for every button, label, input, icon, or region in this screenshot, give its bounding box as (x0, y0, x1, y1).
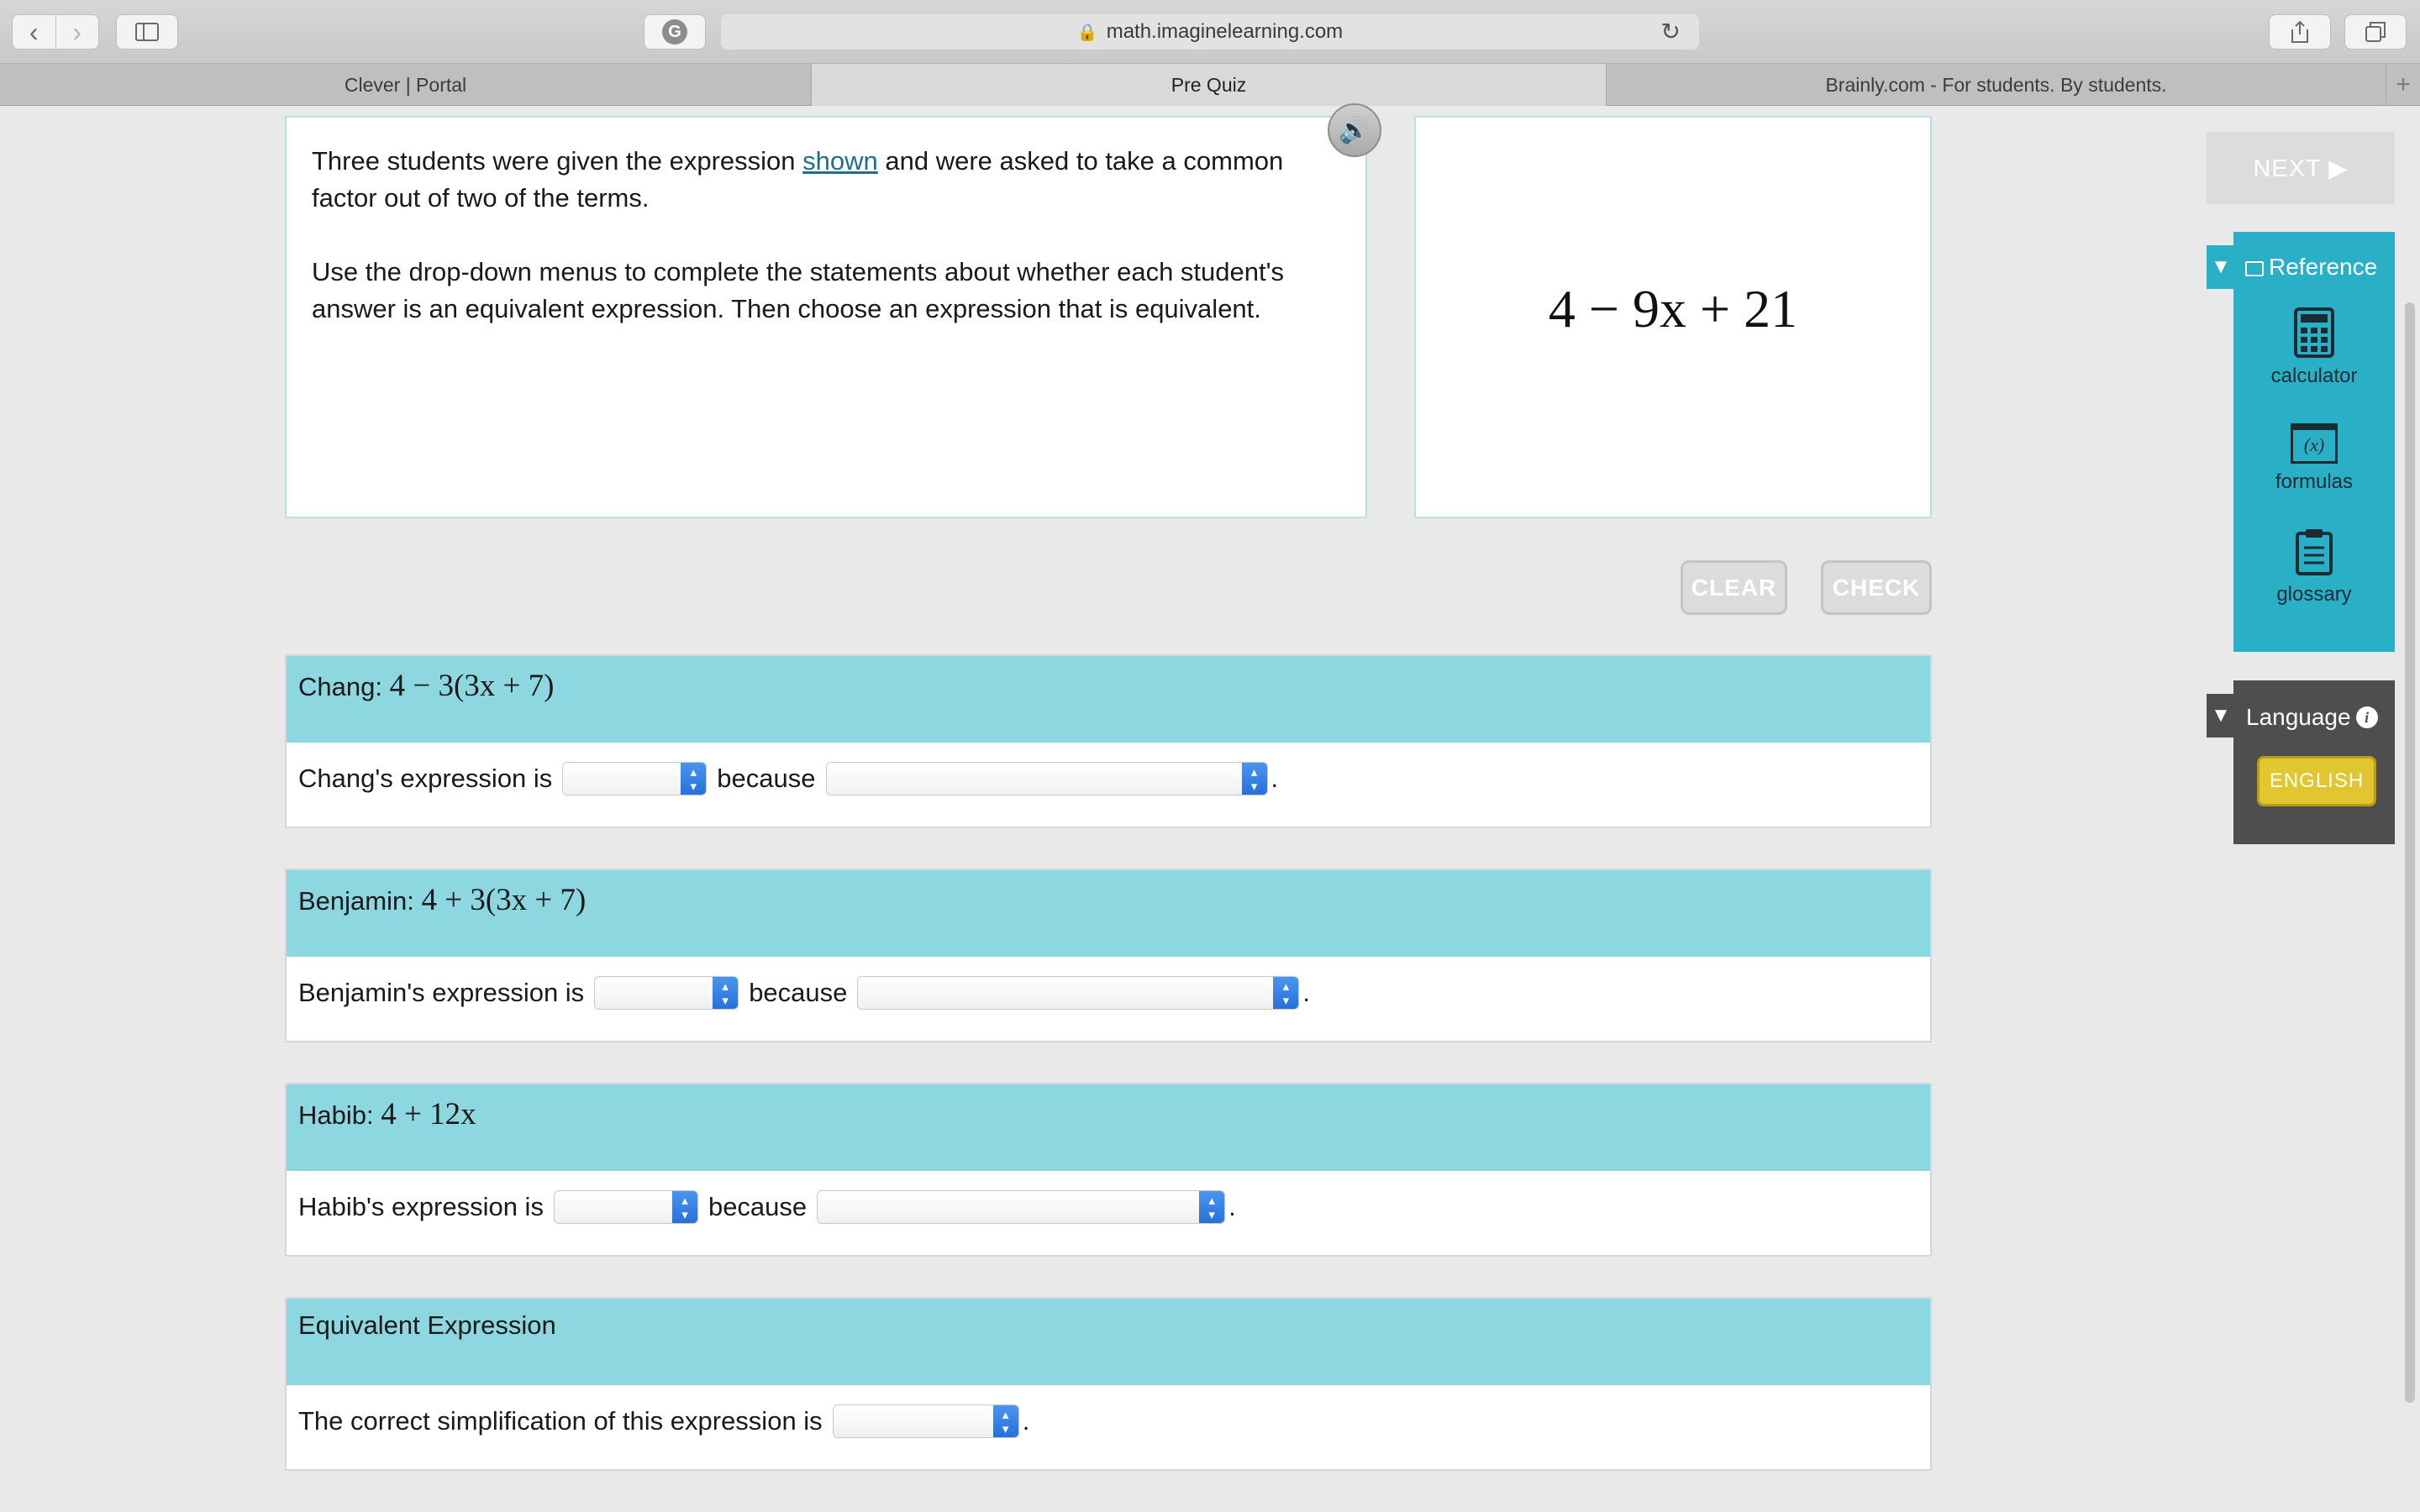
share-button[interactable] (2269, 14, 2331, 50)
question-row (287, 1171, 1930, 1258)
audio-button[interactable] (1328, 103, 1381, 157)
statement-lead: Habib's expression is (298, 1192, 544, 1221)
calculator-icon (2294, 307, 2334, 358)
reference-label: Reference (2269, 254, 2378, 280)
select-arrows-icon: ▴ ▾ (713, 977, 738, 1009)
reason-select[interactable] (857, 976, 1299, 1010)
language-title (2246, 704, 2378, 731)
select-arrows-icon: ▴ ▾ (1273, 977, 1298, 1009)
tab-label: Pre Quiz (1171, 73, 1247, 96)
lock-icon: 🔒 (1076, 23, 1098, 42)
select-arrows-icon: ▴ ▾ (993, 1405, 1018, 1437)
tab-brainly[interactable] (1607, 64, 2386, 106)
reference-title (2245, 254, 2377, 281)
reference-collapse-icon[interactable]: ▼ (2207, 245, 2235, 289)
speaker-icon: 🔊 (1339, 116, 1370, 144)
period: . (1022, 1406, 1030, 1436)
english-button[interactable]: ENGLISH (2257, 756, 2376, 806)
prompt-paragraph-2: Use the drop-down menus to complete the statements about whether each student's answer is an equivalent expression. Then choose an expression that is equivalent. (312, 257, 1285, 323)
info-icon[interactable]: i (2356, 706, 2378, 728)
because-label: because (749, 978, 848, 1007)
select-arrows-icon: ▴ ▾ (1242, 763, 1267, 795)
student-expression: 4 − 3(3x + 7) (389, 669, 555, 703)
shown-link[interactable]: shown (802, 146, 878, 176)
glossary-tool[interactable] (2233, 528, 2395, 606)
habib-question (285, 1083, 1932, 1257)
question-row (287, 1385, 1930, 1473)
question-row (287, 957, 1930, 1044)
calculator-tool[interactable] (2233, 307, 2395, 388)
reason-select[interactable] (826, 762, 1268, 795)
prompt-paragraph-1 (312, 143, 1340, 217)
statement-lead: Chang's expression is (298, 764, 553, 793)
reload-icon[interactable]: ↻ (1660, 18, 1681, 45)
scrollbar[interactable] (2405, 302, 2415, 1403)
nav-buttons (12, 14, 99, 50)
statement-lead: The correct simplification of this expression is (298, 1406, 823, 1436)
language-label: Language (2246, 704, 2351, 730)
period: . (1228, 1192, 1236, 1221)
student-name: Habib: (298, 1100, 381, 1130)
tab-label: Brainly.com - For students. By students. (1825, 73, 2167, 96)
select-arrows-icon: ▴ ▾ (681, 763, 706, 795)
question-header (287, 1299, 1930, 1385)
tab-bar (0, 64, 2420, 106)
because-label: because (708, 1192, 808, 1221)
clipboard-icon (2295, 528, 2333, 576)
select-arrows-icon: ▴ ▾ (1199, 1191, 1224, 1223)
question-header (287, 870, 1930, 957)
prompt-text: and were asked to take a common factor out of two of the terms. (312, 146, 1284, 213)
student-name: Benjamin: (298, 886, 422, 916)
sidebar-icon (135, 23, 159, 41)
share-icon (2290, 20, 2310, 44)
equivalence-select[interactable] (594, 976, 739, 1010)
back-icon[interactable]: ‹ (29, 17, 39, 47)
section-title: Equivalent Expression (298, 1310, 556, 1340)
question-header (287, 656, 1930, 743)
tab-pre-quiz[interactable] (812, 64, 1607, 106)
grammarly-icon: G (662, 19, 687, 45)
next-button[interactable]: NEXT ▶ (2207, 132, 2395, 204)
prompt-text: Three students were given the expression (312, 146, 803, 176)
period: . (1302, 978, 1311, 1007)
tab-clever[interactable] (0, 64, 812, 106)
browser-toolbar (0, 0, 2420, 64)
tabs-icon (2365, 21, 2386, 43)
student-expression: 4 + 3(3x + 7) (421, 883, 587, 917)
formulas-icon: (x) (2291, 423, 2338, 464)
question-prompt (285, 116, 1367, 518)
reason-select[interactable] (817, 1190, 1225, 1224)
period: . (1270, 764, 1279, 793)
language-collapse-icon[interactable]: ▼ (2207, 694, 2235, 738)
clear-button[interactable]: CLEAR (1681, 560, 1787, 615)
question-header (287, 1084, 1930, 1171)
statement-lead: Benjamin's expression is (298, 978, 585, 1007)
student-name: Chang: (298, 672, 390, 701)
benjamin-question (285, 869, 1932, 1042)
tool-label: calculator (2270, 365, 2358, 387)
student-expression: 4 + 12x (381, 1097, 476, 1131)
formulas-tool[interactable] (2233, 423, 2395, 494)
tool-label: glossary (2276, 583, 2352, 606)
forward-icon[interactable]: › (55, 14, 99, 50)
equivalence-select[interactable] (554, 1190, 698, 1224)
url-text: math.imaginelearning.com (1106, 20, 1344, 43)
chang-question (285, 654, 1932, 828)
grammarly-button[interactable] (644, 14, 706, 50)
given-expression: 4 − 9x + 21 (1548, 278, 1798, 339)
equivalence-select[interactable] (562, 762, 707, 795)
address-bar[interactable] (721, 14, 1699, 50)
expression-panel (1414, 116, 1932, 518)
question-row (287, 743, 1930, 830)
check-button[interactable]: CHECK (1821, 560, 1932, 615)
select-arrows-icon: ▴ ▾ (672, 1191, 697, 1223)
tab-label: Clever | Portal (344, 73, 467, 96)
sidebar-toggle-button[interactable] (116, 14, 178, 50)
equivalent-expression-select[interactable] (833, 1404, 1019, 1438)
tool-label: formulas (2275, 470, 2354, 493)
tabs-overview-button[interactable] (2344, 14, 2407, 50)
reference-icon (2245, 261, 2264, 276)
new-tab-icon[interactable]: + (2396, 71, 2411, 98)
because-label: because (717, 764, 816, 793)
equivalent-expression-question (285, 1297, 1932, 1471)
